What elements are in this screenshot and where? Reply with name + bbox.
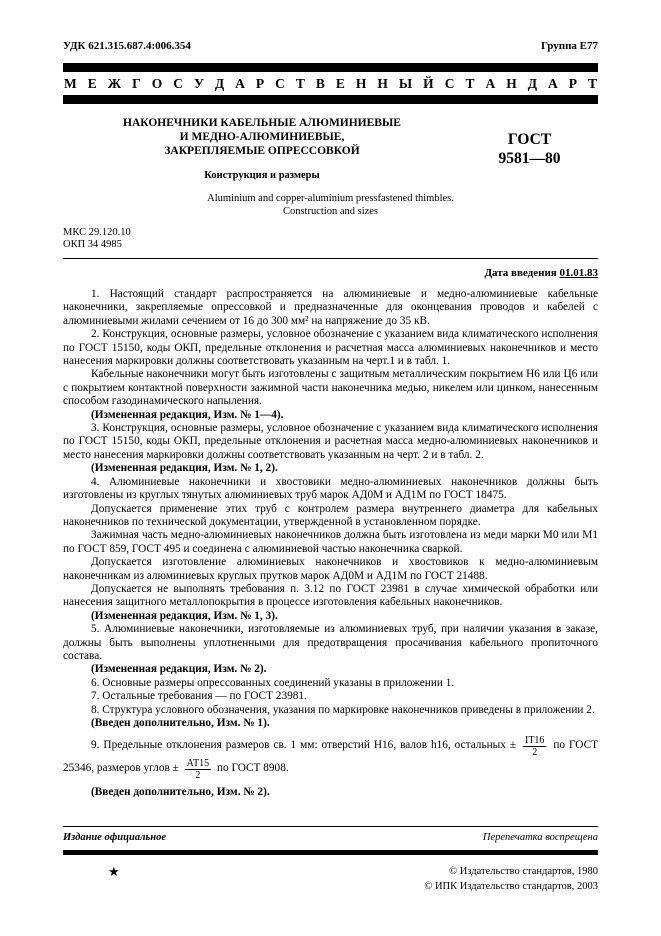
paragraph-4a: Допускается применение этих труб с контролем размера внутреннего диаметра для кабельных наконечников по технической документации, утвержденной в установленном порядке. xyxy=(63,502,598,528)
gost-label: ГОСТ xyxy=(507,130,552,148)
paragraph-3: 3. Конструкция, основные размеры, условное обозначение с указанием вида климатического исполнения по ГОСТ 15150, коды ОКП, предельные отклонения и расчетная масса медно-алюминиевых наконечников и место нанесения маркировки должны соответствовать указанным на черт. 2 и в табл. 2. xyxy=(63,422,598,461)
gost-number: 9581—80 xyxy=(498,149,561,167)
english-title-line-1: Aluminium and copper-aluminium pressfastened thimbles. xyxy=(207,193,454,204)
title-line-3: ЗАКРЕПЛЯЕМЫЕ ОПРЕССОВКОЙ xyxy=(164,145,360,157)
amendment-note-2: (Измененная редакция, Изм. № 1, 2). xyxy=(91,462,278,475)
official-edition-label: Издание официальное xyxy=(63,831,167,843)
amendment-note-6: (Введен дополнительно, Изм. № 2). xyxy=(91,786,270,799)
paragraph-4b: Зажимная часть медно-алюминиевых наконечников должна быть изготовлена из меди марки М0 или М1 по ГОСТ 859, ГОСТ 495 и соединена с алюминиевой частью наконечника сваркой. xyxy=(63,529,598,555)
banner-bottom-bar xyxy=(63,95,598,104)
paragraph-4c: Допускается изготовление алюминиевых наконечников и хвостовиков к медно-алюминиевым наконечникам из алюминиевых круглых прутков марок АД0М и АД1М по ГОСТ 21488. xyxy=(63,556,598,582)
amendment-note-3: (Измененная редакция, Изм. № 1, 3). xyxy=(91,609,278,622)
introduction-date xyxy=(63,267,598,279)
paragraph-9 xyxy=(63,735,598,781)
page-footer xyxy=(63,826,598,894)
date-label: Дата введения xyxy=(484,267,557,279)
header-row xyxy=(63,40,598,52)
paragraph-7: 7. Остальные требования — по ГОСТ 23981. xyxy=(91,690,307,703)
document-subtitle: Конструкция и размеры xyxy=(204,170,320,181)
paragraph-2: 2. Конструкция, основные размеры, условное обозначение с указанием вида климатического исполнения по ГОСТ 15150, коды ОКП, предельные отклонения и расчетная масса алюминиевых наконечников и место нанесения маркировки должны соответствовать указанным на черт.1 и в табл. 1. xyxy=(63,328,598,368)
footer-row xyxy=(63,826,598,843)
title-line-1: НАКОНЕЧНИКИ КАБЕЛЬНЫЕ АЛЮМИНИЕВЫЕ xyxy=(123,117,401,129)
document-title xyxy=(63,116,461,158)
paragraph-1: 1. Настоящий стандарт распространяется на алюминиевые и медно-алюминиевые кабельные наконечники, закрепляемые опрессовкой и предназначенные для оконцевания проводов и кабелей с алюминиевыми жилами сечением от 16 до 300 мм² на напряжение до 35 кВ. xyxy=(63,288,598,327)
english-title-line-2: Construction and sizes xyxy=(282,205,379,217)
copyright-2003: © ИПК Издательство стандартов, 2003 xyxy=(424,880,598,892)
date-value: 01.01.83 xyxy=(559,267,598,279)
star-icon: ★ xyxy=(108,863,120,879)
fraction-it16-denominator: 2 xyxy=(532,747,538,759)
fraction-at15 xyxy=(185,758,211,781)
gost-designation xyxy=(461,116,598,181)
paragraph-4: 4. Алюминиевые наконечники и хвостовики медно-алюминиевых наконечников должны быть изготовлены из круглых тянутых алюминиевых труб марок АД0М и АД1М по ГОСТ 18475. xyxy=(63,475,598,502)
fraction-at15-denominator: 2 xyxy=(195,770,201,782)
udk-code: УДК 621.315.687.4:006.354 xyxy=(63,40,191,52)
banner-top-bar xyxy=(63,63,598,72)
okp-code: ОКП 34 4985 xyxy=(63,239,122,250)
amendment-note-5: (Введен дополнительно, Изм. № 1). xyxy=(91,717,270,729)
reprint-prohibited-label: Перепечатка воспрещена xyxy=(482,831,598,843)
paragraph-5: 5. Алюминиевые наконечники, изготовляемые из алюминиевых труб, при наличии указания в заказе, должны быть выполнены уплотненными для предотвращения просачивания кабельного пропиточного состава. xyxy=(63,623,598,662)
fraction-it16-numerator: IT16 xyxy=(524,735,545,747)
group-code: Группа Е77 xyxy=(540,40,598,52)
footer-bottom xyxy=(63,864,598,894)
document-body xyxy=(63,288,598,800)
copyright-block xyxy=(424,864,598,894)
amendment-note-4: (Измененная редакция, Изм. № 2). xyxy=(91,663,267,676)
banner-title: М Е Ж Г О С У Д А Р С Т В Е Н Н Ы Й С Т А Н Д А Р Т xyxy=(64,76,597,91)
title-left xyxy=(63,116,461,181)
paragraph-9-text-2: по ГОСТ 25346, размеров углов ± xyxy=(63,739,599,775)
copyright-1980: © Издательство стандартов, 1980 xyxy=(449,865,598,877)
paragraph-8: 8. Структура условного обозначения, указания по маркировке наконечников приведены в приложении 2. xyxy=(91,703,595,716)
standard-banner xyxy=(63,63,598,104)
mks-code: МКС 29.120.10 xyxy=(63,227,131,238)
paragraph-4d: Допускается не выполнять требования п. 3.12 по ГОСТ 23981 в случае химической обработки или нанесения защитного металлопокрытия в процессе изготовления кабельных наконечников. xyxy=(63,582,598,609)
classification-codes xyxy=(63,227,598,251)
paragraph-2a: Кабельные наконечники могут быть изготовлены с защитным металлическим покрытием Н6 или Ц6 или с покрытием контактной поверхности зажимной части наконечника медью, никелем или цинком, нанесенным способом газодинамического напыления. xyxy=(63,368,598,408)
fraction-it16 xyxy=(523,735,546,758)
paragraph-9-text-3: по ГОСТ 8908. xyxy=(216,762,289,775)
english-title xyxy=(63,193,598,218)
paragraph-6: 6. Основные размеры опрессованных соединений указаны в приложении 1. xyxy=(91,676,455,689)
header-divider xyxy=(63,258,598,259)
paragraph-9-text-1: 9. Предельные отклонения размеров св. 1 мм: отверстий Н16, валов h16, остальных ± xyxy=(91,739,517,752)
title-line-2: И МЕДНО-АЛЮМИНИЕВЫЕ, xyxy=(179,131,345,143)
fraction-at15-numerator: АТ15 xyxy=(186,758,210,770)
title-block xyxy=(63,116,598,181)
footer-separator-bar xyxy=(63,850,598,855)
amendment-note-1: (Измененная редакция, Изм. № 1—4). xyxy=(91,408,284,421)
